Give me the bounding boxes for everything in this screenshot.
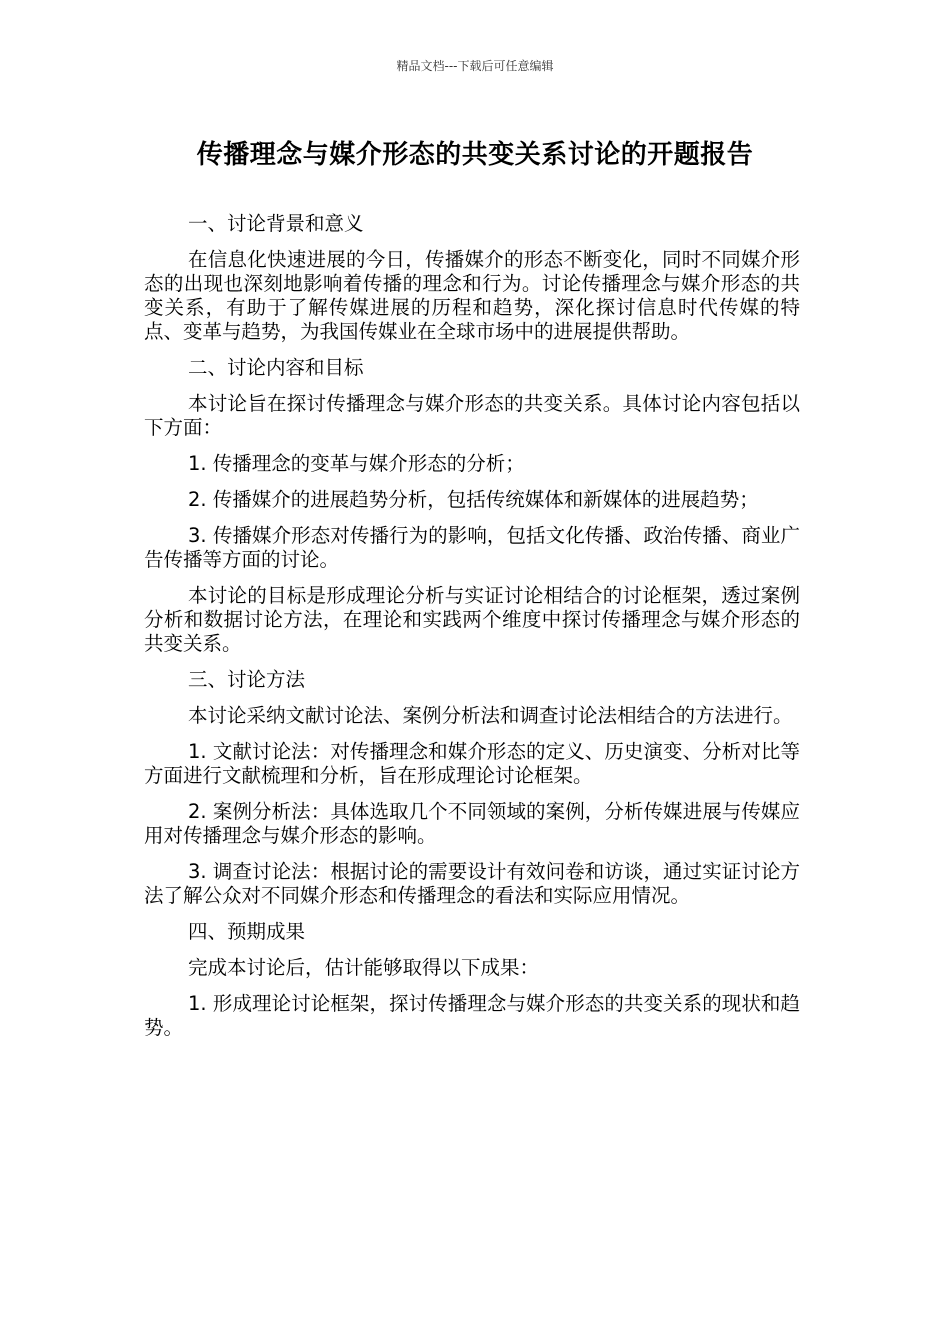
paragraph-content-intro: 本讨论旨在探讨传播理念与媒介形态的共变关系。具体讨论内容包括以下方面： [144,392,800,439]
paragraph-goal: 本讨论的目标是形成理论分析与实证讨论相结合的讨论框架，透过案例分析和数据讨论方法，在理论和实践两个维度中探讨传播理念与媒介形态的共变关系。 [144,584,800,655]
list-item-method-2: 2. 案例分析法：具体选取几个不同领域的案例，分析传媒进展与传媒应用对传播理念与媒介形态的影响。 [144,800,800,847]
list-item-method-3: 3. 调查讨论法：根据讨论的需要设计有效问卷和访谈，通过实证讨论方法了解公众对不同媒介形态和传播理念的看法和实际应用情况。 [144,860,800,907]
paragraph-background: 在信息化快速进展的今日，传播媒介的形态不断变化，同时不同媒介形态的出现也深刻地影响着传播的理念和行为。讨论传播理念与媒介形态的共变关系，有助于了解传媒进展的历程和趋势，深化探讨信息时代传媒的特点、变革与趋势，为我国传媒业在全球市场中的进展提供帮助。 [144,248,800,343]
list-item-content-1: 1. 传播理念的变革与媒介形态的分析； [188,452,525,475]
section-heading-method: 三、讨论方法 [188,668,306,691]
document-title: 传播理念与媒介形态的共变关系讨论的开题报告 [196,140,754,170]
document-body [144,212,800,1052]
list-item-outcome-1: 1. 形成理论讨论框架，探讨传播理念与媒介形态的共变关系的现状和趋势。 [144,992,800,1039]
list-item-content-2: 2. 传播媒介的进展趋势分析，包括传统媒体和新媒体的进展趋势； [188,488,759,511]
list-item-method-1: 1. 文献讨论法：对传播理念和媒介形态的定义、历史演变、分析对比等方面进行文献梳理和分析，旨在形成理论讨论框架。 [144,740,800,787]
paragraph-method-intro: 本讨论采纳文献讨论法、案例分析法和调查讨论法相结合的方法进行。 [188,704,793,727]
section-heading-content: 二、讨论内容和目标 [188,356,364,379]
section-heading-outcomes: 四、预期成果 [188,920,306,943]
section-heading-background: 一、讨论背景和意义 [188,212,364,235]
list-item-content-3: 3. 传播媒介形态对传播行为的影响，包括文化传播、政治传播、商业广告传播等方面的讨论。 [144,524,800,571]
page-header: 精品文档---下载后可任意编辑 [396,59,554,73]
paragraph-outcomes-intro: 完成本讨论后，估计能够取得以下成果： [188,956,540,979]
